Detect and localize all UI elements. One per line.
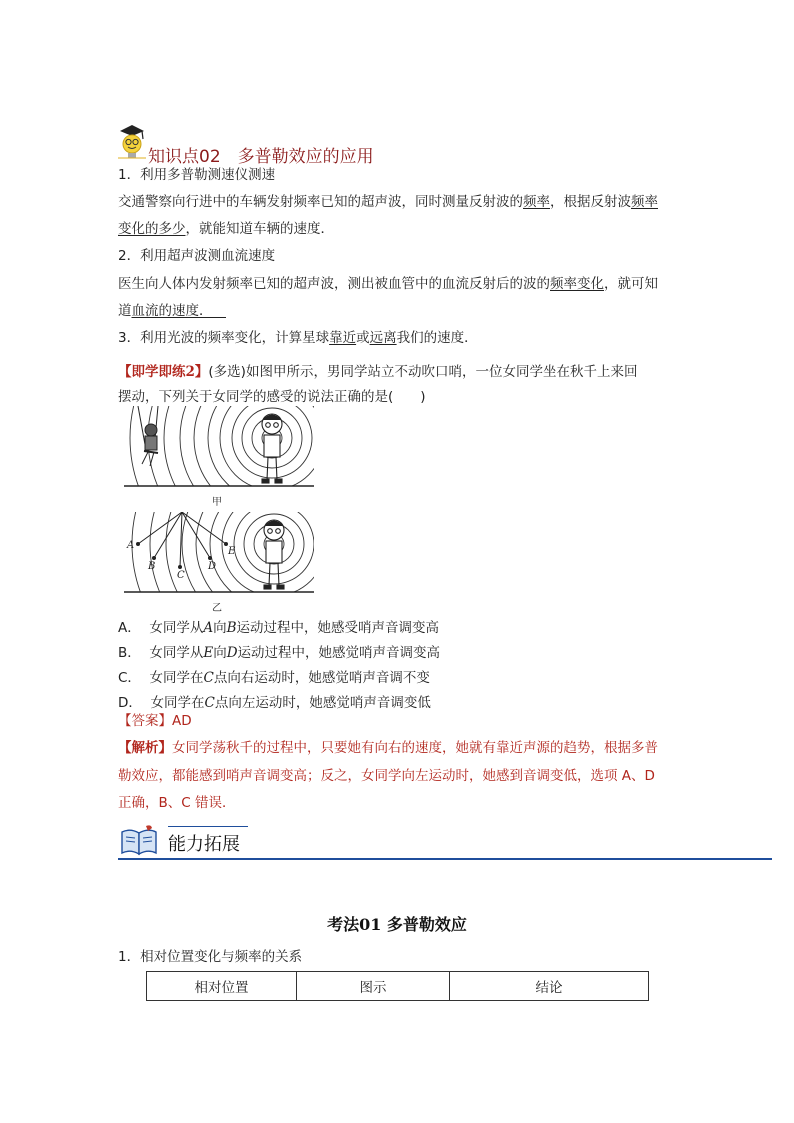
analysis-line1: 【解析】女同学荡秋千的过程中，只要她有向右的速度，她就有靠近声源的趋势，根据多普 [118,740,658,756]
section2-title: 考法01 多普勒效应 [327,915,467,934]
option-c: C． 女同学在C点向右运动时，她感觉哨声音调不变 [118,670,430,686]
item2-title: 2．利用超声波测血流速度 [118,248,276,264]
banner-title-rule [168,826,248,827]
option-b: B． 女同学从E向D运动过程中，她感觉哨声音调变高 [118,645,441,661]
item3-line: 3．利用光波的频率变化，计算星球靠近或远离我们的速度． [118,330,478,346]
point-label-e: E [228,546,236,557]
figure-yi [124,512,314,596]
item1-line1: 交通警察向行进中的车辆发射频率已知的超声波，同时测量反射波的频率，根据反射波频率 [118,194,658,210]
table-header-cell: 结论 [450,972,649,1001]
exercise-question-line2: 摆动，下列关于女同学的感受的说法正确的是( ) [118,389,426,405]
banner-rule [118,858,772,860]
banner-title: 能力拓展 [168,834,240,855]
option-d: D． 女同学在C点向左运动时，她感觉哨声音调变低 [118,695,431,711]
lightbulb-scholar-icon [116,123,148,161]
item1-line2: 变化的多少，就能知道车辆的速度． [118,221,334,237]
table-header-row [147,972,649,1001]
book-icon [120,824,160,858]
figure-jia-caption: 甲 [212,497,222,508]
item2-line2: 道血流的速度． [118,303,213,319]
table-header-cell: 图示 [297,972,450,1001]
analysis-line2: 勒效应，都能感到哨声音调变高；反之，女同学向左运动时，她感到音调变低，选项 A、D [118,768,655,784]
point-label-d: D [208,561,217,572]
option-a: A． 女同学从A向B运动过程中，她感受哨声音调变高 [118,620,440,636]
item1-title: 1．利用多普勒测速仪测速 [118,167,276,183]
section2-item1: 1．相对位置变化与频率的关系 [118,949,303,965]
table-header-cell: 相对位置 [147,972,297,1001]
point-label-a: A [127,540,135,551]
exercise-tag: 【即学即练2】 [118,364,209,380]
point-label-b: B [148,561,156,572]
figure-jia [124,406,314,490]
item2-line1: 医生向人体内发射频率已知的超声波，测出被血管中的血流反射后的波的频率变化，就可知 [118,276,658,292]
relation-table [146,971,649,1001]
figure-yi-caption: 乙 [212,603,222,614]
point-label-c: C [177,570,185,581]
exercise-question-line1: 【即学即练2】(多选)如图甲所示，男同学站立不动吹口哨，一位女同学坐在秋千上来回 [118,364,638,380]
section-title: 知识点02 多普勒效应的应用 [148,147,374,167]
analysis-line3: 正确，B、C 错误． [118,795,236,811]
answer-line: 【答案】AD [118,713,192,729]
